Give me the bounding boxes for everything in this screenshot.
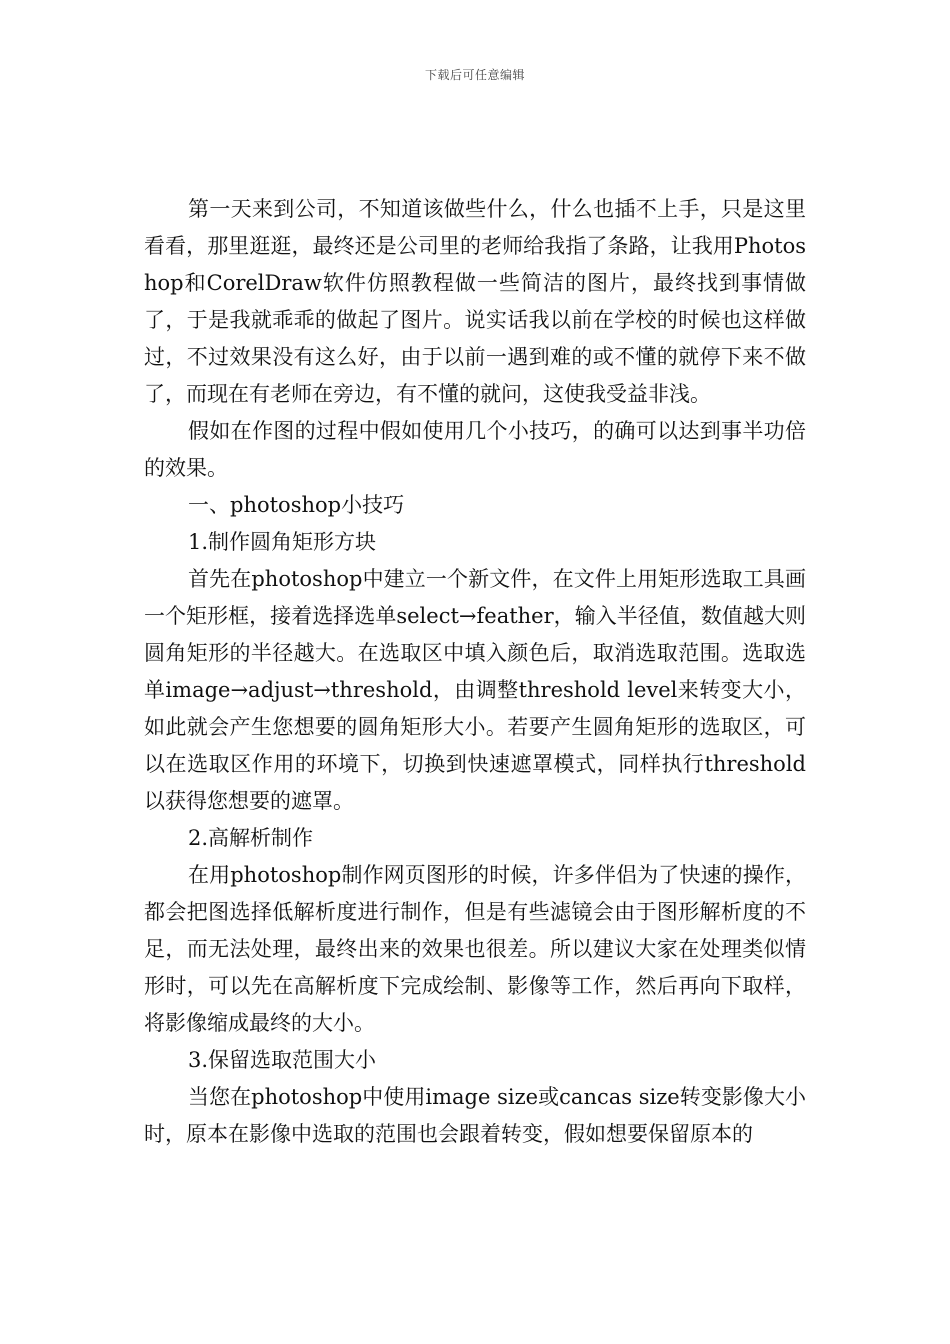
subheading-high-resolution: 2.高解析制作 xyxy=(188,826,314,850)
subheading-rounded-rectangle: 1.制作圆角矩形方块 xyxy=(188,530,377,554)
paragraph-high-resolution: 在用photoshop制作网页图形的时候，许多伴侣为了快速的操作，都会把图选择低解析度进行制作，但是有些滤镜会由于图形解析度的不足，而无法处理，最终出来的效果也很差。所以建议大家在处理类似情形时，可以先在高解析度下完成绘制、影像等工作，然后再向下取样，将影像缩成最终的大小。 xyxy=(144,863,806,1035)
paragraph-intro: 第一天来到公司，不知道该做些什么，什么也插不上手，只是这里看看，那里逛逛，最终还是公司里的老师给我指了条路，让我用Photoshop和CorelDraw软件仿照教程做一些简洁的图片，最终找到事情做了，于是我就乖乖的做起了图片。说实话我以前在学校的时候也这样做过，不过效果没有这么好，由于以前一遇到难的或不懂的就停下来不做了，而现在有老师在旁边，有不懂的就问，这使我受益非浅。 xyxy=(144,197,806,406)
paragraph-tips-intro: 假如在作图的过程中假如使用几个小技巧，的确可以达到事半功倍的效果。 xyxy=(144,419,806,480)
section-heading-photoshop-tips: 一、photoshop小技巧 xyxy=(188,493,405,517)
document-body xyxy=(144,191,806,1153)
paragraph-keep-selection: 当您在photoshop中使用image size或cancas size转变影像大小时，原本在影像中选取的范围也会跟着转变，假如想要保留原本的 xyxy=(144,1085,806,1146)
paragraph-rounded-rectangle: 首先在photoshop中建立一个新文件，在文件上用矩形选取工具画一个矩形框，接着选择选单select→feather，输入半径值，数值越大则圆角矩形的半径越大。在选取区中填入颜色后，取消选取范围。选取选单image→adjust→threshold，由调整threshold level来转变大小，如此就会产生您想要的圆角矩形大小。若要产生圆角矩形的选取区，可以在选取区作用的环境下，切换到快速遮罩模式，同样执行threshold以获得您想要的遮罩。 xyxy=(144,567,806,813)
subheading-keep-selection: 3.保留选取范围大小 xyxy=(188,1048,377,1072)
page-header: 下载后可任意编辑 xyxy=(424,68,525,82)
